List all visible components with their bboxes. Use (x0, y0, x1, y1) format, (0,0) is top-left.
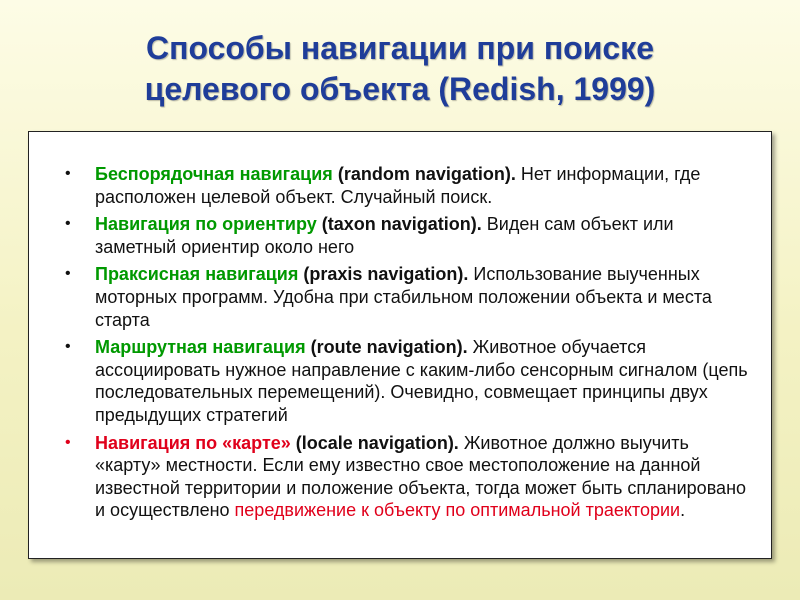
bullet-icon: • (65, 433, 71, 451)
item-body: Животное обучается ассоциировать нужное направление с каким-либо сенсорным сигналом (цепь последовательных перемещений). Очевидно, совмещает принципы двух предыдущих стратегий (95, 337, 748, 425)
term-ru: Маршрутная навигация (95, 337, 306, 358)
term-ru: Беспорядочная навигация (95, 164, 333, 184)
item-body: Нет информации, где расположен целевой объект. Случайный поиск. (95, 164, 701, 207)
item-body: Животное должно выучить «карту» местности. Если ему известно свое местоположение на данной известной территории и положение объекта, тогда может быть спланировано и осуществлено (95, 432, 747, 521)
bullet-icon: • (65, 215, 71, 233)
item-body-end: . (680, 500, 686, 521)
list-item-taxon-navigation (65, 213, 755, 258)
item-body-highlight: передвижение к объекту по оптимальной траектории (234, 500, 681, 521)
content-box (28, 131, 772, 559)
item-body: Виден сам объект или заметный ориентир около него (95, 214, 674, 257)
term-ru: Навигация по «карте» (95, 432, 291, 453)
term-en: (route navigation). (305, 337, 468, 358)
bullet-icon: • (65, 338, 71, 356)
list-item-praxis-navigation (65, 263, 755, 331)
term-en: (praxis navigation). (298, 264, 469, 285)
term-ru: Навигация по ориентиру (95, 214, 317, 235)
term-ru: Праксисная навигация (95, 264, 299, 285)
bullet-icon: • (65, 265, 71, 283)
list-item-route-navigation (65, 336, 755, 426)
list-item-locale-navigation (65, 432, 755, 522)
bullet-icon: • (65, 165, 71, 182)
term-en: (random navigation). (332, 164, 516, 184)
list-item-random-navigation (65, 163, 755, 208)
bullet-list (65, 163, 755, 527)
title-line-1: Способы навигации при поиске (146, 30, 654, 66)
item-body: Использование выученных моторных программ. Удобна при стабильном положении объекта и места старта (95, 264, 712, 330)
slide-title (0, 28, 800, 110)
term-en: (locale navigation). (290, 432, 459, 453)
term-en: (taxon navigation). (316, 214, 482, 235)
title-line-2: целевого объекта (Redish, 1999) (144, 71, 656, 107)
